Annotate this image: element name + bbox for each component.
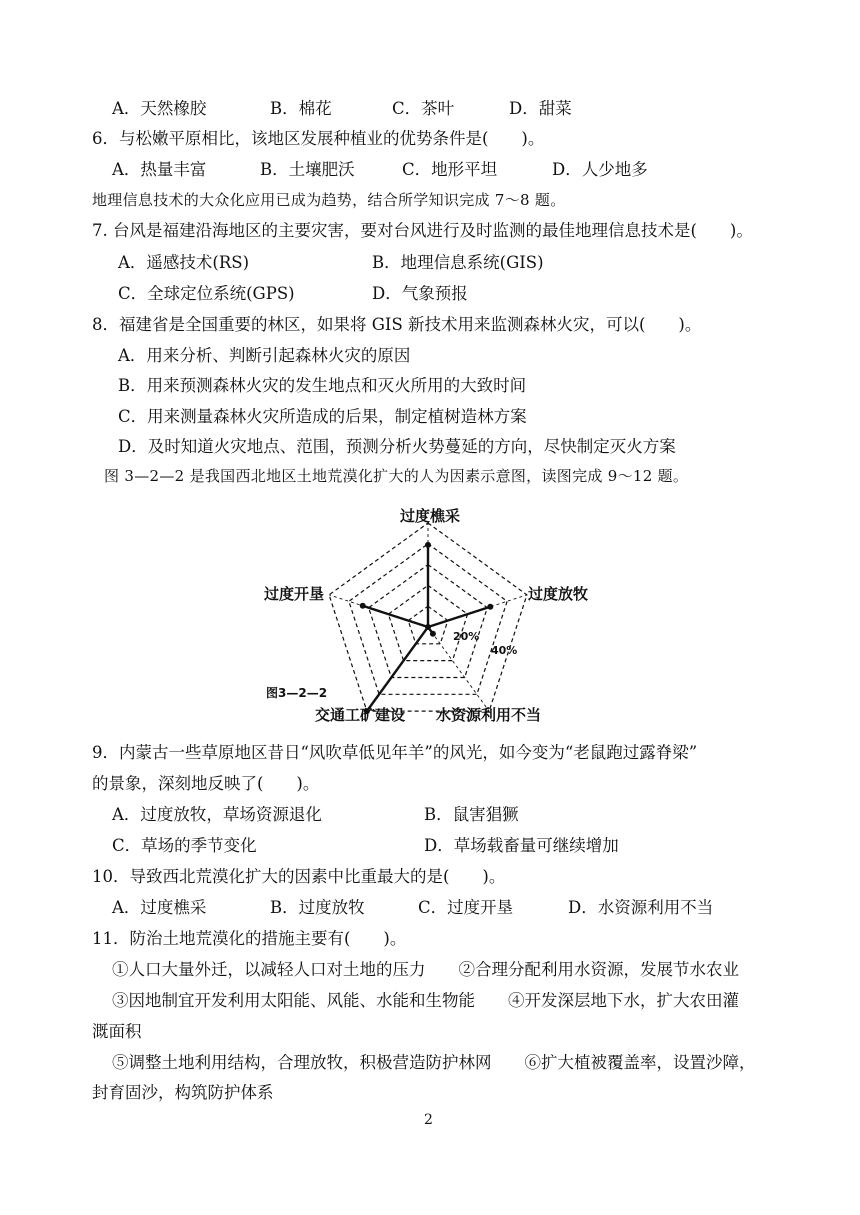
q8-option-a: A．用来分析、判断引起森林火灾的原因 — [118, 346, 411, 365]
radar-point-4 — [360, 603, 366, 609]
q5-option-d: D．甜菜 — [509, 99, 572, 118]
radar-figure — [0, 494, 860, 734]
q11-line5: 封育固沙，构筑防护体系 — [92, 1083, 274, 1102]
q6-stem: 6．与松嫩平原相比，该地区发展种植业的优势条件是( )。 — [92, 129, 545, 148]
radar-point-1 — [487, 604, 493, 610]
radar-value-line-1 — [428, 607, 490, 627]
label-water-misuse: 水资源利用不当 — [436, 706, 542, 724]
q11-line2: ③因地制宜开发利用太阳能、风能、水能和生物能 ④开发深层地下水，扩大农田灌 — [112, 991, 739, 1010]
figure-caption: 图3—2—2 — [266, 686, 328, 700]
q9-stem-line1: 9．内蒙古一些草原地区昔日“风吹草低见年羊”的风光，如今变为“老鼠跑过露脊梁” — [92, 743, 698, 762]
q10-option-b: B．过度放牧 — [270, 898, 365, 917]
q8-option-b: B．用来预测森林火灾的发生地点和灭火所用的大致时间 — [118, 376, 527, 395]
q11-line3: 溉面积 — [92, 1022, 142, 1041]
intro-9-12: 图 3—2—2 是我国西北地区土地荒漠化扩大的人为因素示意图，读图完成 9～12 题。 — [104, 467, 689, 485]
page-number: 2 — [424, 1112, 433, 1128]
q7-option-d: D．气象预报 — [372, 284, 468, 303]
q10-option-d: D．水资源利用不当 — [568, 898, 714, 917]
q6-option-d: D．人少地多 — [552, 160, 648, 179]
q8-option-d: D．及时知道火灾地点、范围，预测分析火势蔓延的方向，尽快制定灭火方案 — [118, 437, 676, 456]
q5-option-b: B．棉花 — [270, 99, 332, 118]
q9-stem-line2: 的景象，深刻地反映了( )。 — [92, 774, 320, 793]
q8-stem: 8．福建省是全国重要的林区，如果将 GIS 新技术用来监测森林火灾，可以( )。 — [92, 315, 702, 334]
radar-point-2 — [430, 631, 436, 637]
q6-option-c: C．地形平坦 — [402, 160, 498, 179]
q9-option-a: A．过度放牧，草场资源退化 — [112, 805, 322, 824]
q9-option-c: C．草场的季节变化 — [112, 836, 257, 855]
q8-option-c: C．用来测量森林火灾所造成的后果，制定植树造林方案 — [118, 407, 527, 426]
q5-option-c: C．茶叶 — [392, 99, 455, 118]
q7-option-a: A．遥感技术(RS) — [118, 253, 250, 272]
q7-stem: 7. 台风是福建沿海地区的主要灾害，要对台风进行及时监测的最佳地理信息技术是( )。 — [92, 221, 753, 240]
q10-option-c: C．过度开垦 — [418, 898, 514, 917]
label-excessive-fuelwood: 过度樵采 — [399, 507, 461, 525]
label-over-cultivation: 过度开垦 — [264, 585, 325, 603]
q9-option-b: B．鼠害猖獗 — [424, 805, 519, 824]
q7-option-c: C．全球定位系统(GPS) — [118, 284, 295, 303]
radar-value-line-3 — [367, 627, 428, 711]
q5-option-a: A．天然橡胶 — [112, 99, 207, 118]
q6-option-a: A．热量丰富 — [112, 160, 207, 179]
label-transport-mining: 交通工矿建设 — [315, 706, 406, 724]
radar-points — [360, 542, 494, 714]
q6-option-b: B．土壤肥沃 — [260, 160, 355, 179]
q11-line1: ①人口大量外迁，以减轻人口对土地的压力 ②合理分配利用水资源，发展节水农业 — [112, 960, 739, 979]
label-overgrazing: 过度放牧 — [528, 585, 589, 603]
ring-label-40: 40% — [491, 644, 518, 657]
intro-7-8: 地理信息技术的大众化应用已成为趋势，结合所学知识完成 7～8 题。 — [92, 191, 566, 209]
q7-option-b: B．地理信息系统(GIS) — [372, 253, 544, 272]
radar-point-0 — [425, 542, 431, 548]
q10-stem: 10．导致西北荒漠化扩大的因素中比重最大的是( )。 — [92, 867, 506, 886]
ring-label-20: 20% — [453, 630, 480, 643]
q9-option-d: D．草场载畜量可继续增加 — [424, 836, 619, 855]
q10-option-a: A．过度樵采 — [112, 898, 207, 917]
radar-center — [425, 624, 431, 630]
q11-stem: 11．防治土地荒漠化的措施主要有( )。 — [92, 929, 407, 948]
q11-line4: ⑤调整土地利用结构，合理放牧，积极营造防护林网 ⑥扩大植被覆盖率，设置沙障， — [112, 1053, 756, 1072]
